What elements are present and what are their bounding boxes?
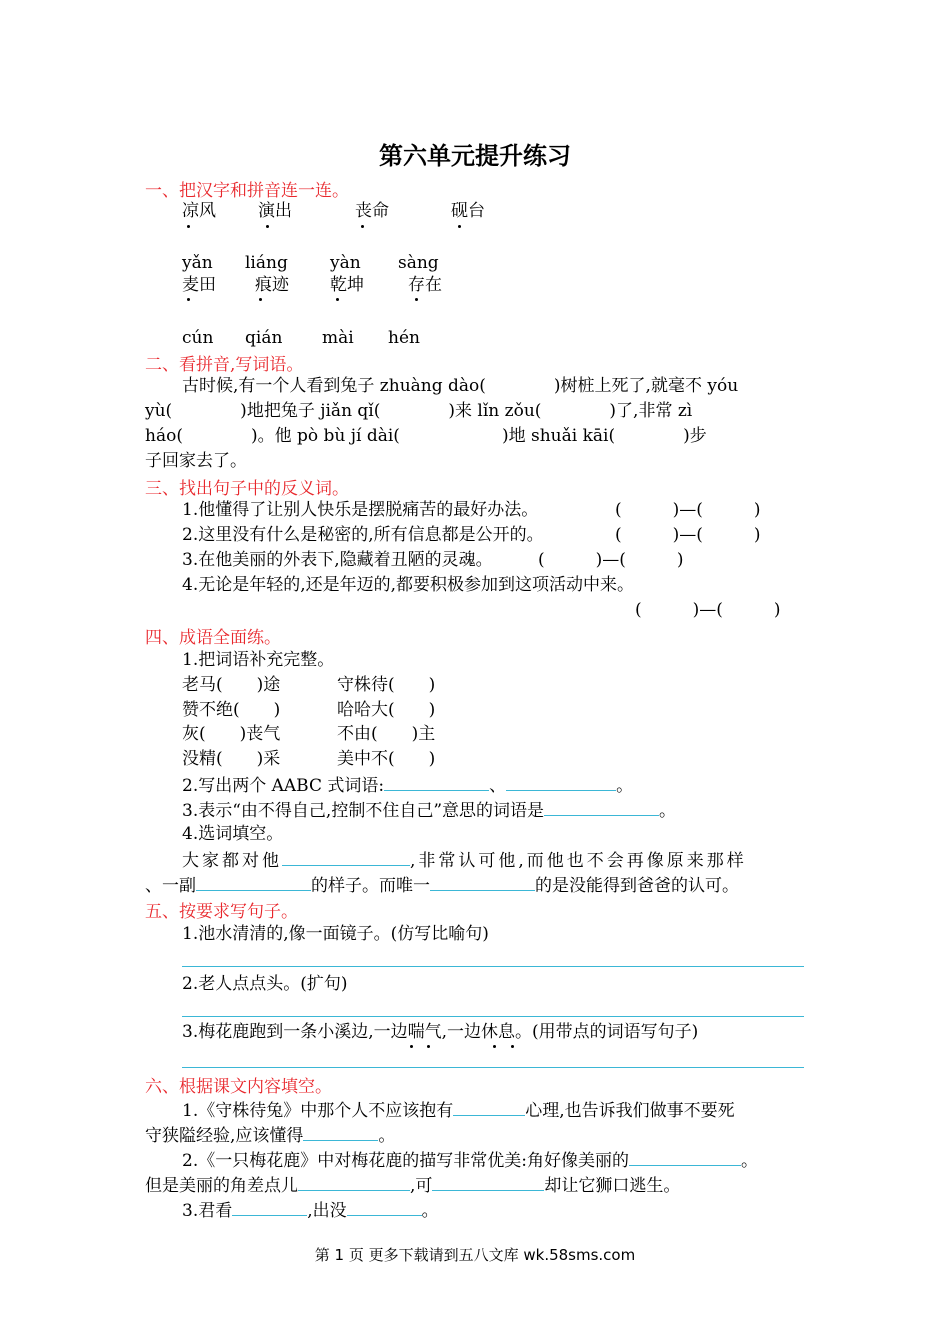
emphasis-dot xyxy=(427,1045,430,1048)
pinyin-item: qián xyxy=(245,328,283,348)
punctuation: 。 xyxy=(421,1201,439,1221)
question-item: 1.池水清清的,像一面镜子。(仿写比喻句) xyxy=(182,924,489,944)
section-1-heading: 一、把汉字和拼音连一连。 xyxy=(145,181,349,201)
pinyin-item: mài xyxy=(322,328,354,348)
answer-underline[interactable] xyxy=(453,1097,525,1116)
emphasis-dot xyxy=(410,1045,413,1048)
question-item: 4.选词填空。 xyxy=(182,824,284,844)
fill-text: 大家都对他 xyxy=(182,851,282,871)
fill-text: ,非常认可他,而他也不会再像原来那样 xyxy=(410,851,747,871)
punctuation: 。 xyxy=(740,1151,758,1171)
fill-text: 的是没能得到爸爸的认可。 xyxy=(535,876,739,896)
question-text: 2.写出两个 AABC 式词语: xyxy=(182,776,385,796)
word-item: 存在 xyxy=(408,275,442,295)
fill-text: 心理,也告诉我们做事不要死 xyxy=(525,1101,735,1121)
paragraph-line xyxy=(145,1122,395,1148)
fill-text: 但是美丽的角差点儿 xyxy=(145,1176,298,1196)
paragraph-line xyxy=(182,1147,758,1173)
punctuation: 。 xyxy=(659,801,677,821)
answer-line[interactable] xyxy=(182,966,804,967)
question-item: 3.梅花鹿跑到一条小溪边,一边喘气,一边休息。(用带点的词语写句子) xyxy=(182,1022,699,1042)
pinyin-item: cún xyxy=(182,328,214,348)
fill-text: 2.《一只梅花鹿》中对梅花鹿的描写非常优美:角好像美丽的 xyxy=(182,1151,629,1171)
section-3-heading: 三、找出句子中的反义词。 xyxy=(145,479,349,499)
answer-underline[interactable] xyxy=(232,1197,307,1216)
answer-line[interactable] xyxy=(182,1016,804,1017)
emphasis-dot xyxy=(415,298,418,301)
fill-text: 守狭隘经验,应该懂得 xyxy=(145,1126,304,1146)
answer-underline[interactable] xyxy=(629,1147,741,1166)
emphasis-dot xyxy=(336,298,339,301)
answer-blank[interactable]: ( )—( ) xyxy=(615,500,761,520)
section-4-heading: 四、成语全面练。 xyxy=(145,628,281,648)
emphasis-dot xyxy=(493,1045,496,1048)
idiom-item: 哈哈大( ) xyxy=(337,700,436,720)
idiom-item: 灰( )丧气 xyxy=(182,724,281,744)
fill-text: 却让它狮口逃生。 xyxy=(544,1176,681,1196)
pinyin-item: hén xyxy=(388,328,420,348)
paragraph-line xyxy=(145,872,739,898)
emphasis-dot xyxy=(187,298,190,301)
paragraph-line xyxy=(182,1097,735,1123)
idiom-item: 守株待( ) xyxy=(337,675,436,695)
word-item: 凉风 xyxy=(182,201,216,221)
answer-underline[interactable] xyxy=(544,797,659,816)
question-item xyxy=(182,772,633,798)
emphasis-dot xyxy=(511,1045,514,1048)
fill-text: ,可 xyxy=(410,1176,433,1196)
answer-blank[interactable]: ( )—( ) xyxy=(635,600,781,620)
idiom-item: 老马( )途 xyxy=(182,675,281,695)
pinyin-item: yǎn xyxy=(182,253,213,273)
answer-underline[interactable] xyxy=(384,772,489,791)
punctuation: 。 xyxy=(378,1126,396,1146)
answer-underline[interactable] xyxy=(506,772,616,791)
paragraph-line: 子回家去了。 xyxy=(145,451,247,471)
section-6-heading: 六、根据课文内容填空。 xyxy=(145,1077,332,1097)
word-item: 砚台 xyxy=(451,201,485,221)
paragraph-line: háo( )。他 pò bù jí dài( )地 shuǎi kāi( )步 xyxy=(145,426,707,446)
idiom-item: 不由( )主 xyxy=(337,724,436,744)
emphasis-dot xyxy=(259,298,262,301)
pinyin-item: liáng xyxy=(245,253,288,273)
fill-text: 1.《守株待兔》中那个人不应该抱有 xyxy=(182,1101,454,1121)
question-item: 3.在他美丽的外表下,隐藏着丑陋的灵魂。 xyxy=(182,550,493,570)
answer-underline[interactable] xyxy=(298,1172,410,1191)
fill-text: 、一副 xyxy=(145,876,196,896)
answer-blank[interactable]: ( )—( ) xyxy=(538,550,684,570)
pinyin-item: yàn xyxy=(330,253,361,273)
paragraph-line xyxy=(182,847,747,873)
answer-underline[interactable] xyxy=(347,1197,422,1216)
fill-text: 的样子。而唯一 xyxy=(311,876,430,896)
emphasis-dot xyxy=(187,225,190,228)
question-text: 3.表示“由不得自己,控制不住自己”意思的词语是 xyxy=(182,801,545,821)
pinyin-item: sàng xyxy=(398,253,439,273)
page-footer: 第 1 页 更多下载请到五八文库 wk.58sms.com xyxy=(314,1246,636,1264)
word-item: 丧命 xyxy=(355,201,389,221)
answer-underline[interactable] xyxy=(282,847,410,866)
answer-underline[interactable] xyxy=(196,872,311,891)
page-title: 第六单元提升练习 xyxy=(379,141,571,170)
question-item xyxy=(182,797,676,823)
paragraph-line: 古时候,有一个人看到兔子 zhuàng dào( )树桩上死了,就毫不 yóu xyxy=(182,376,739,396)
emphasis-dot xyxy=(266,225,269,228)
punctuation: 。 xyxy=(616,776,634,796)
word-item: 演出 xyxy=(258,201,292,221)
section-5-heading: 五、按要求写句子。 xyxy=(145,902,298,922)
separator: 、 xyxy=(489,776,507,796)
answer-underline[interactable] xyxy=(303,1122,378,1141)
question-item: 2.这里没有什么是秘密的,所有信息都是公开的。 xyxy=(182,525,544,545)
question-item: 2.老人点点头。(扩句) xyxy=(182,974,348,994)
word-item: 麦田 xyxy=(182,275,216,295)
paragraph-line xyxy=(182,1197,439,1223)
answer-underline[interactable] xyxy=(430,872,535,891)
fill-text: ,出没 xyxy=(307,1201,347,1221)
answer-blank[interactable]: ( )—( ) xyxy=(615,525,761,545)
fill-text: 3.君看 xyxy=(182,1201,233,1221)
question-item: 4.无论是年轻的,还是年迈的,都要积极参加到这项活动中来。 xyxy=(182,575,635,595)
word-item: 痕迹 xyxy=(255,275,289,295)
word-item: 乾坤 xyxy=(330,275,364,295)
paragraph-line: yù( )地把兔子 jiǎn qǐ( )来 lǐn zǒu( )了,非常 zì xyxy=(145,401,693,421)
answer-underline[interactable] xyxy=(432,1172,544,1191)
question-item: 1.把词语补充完整。 xyxy=(182,650,335,670)
emphasis-dot xyxy=(458,225,461,228)
idiom-item: 美中不( ) xyxy=(337,749,436,769)
idiom-item: 赞不绝( ) xyxy=(182,700,281,720)
paragraph-line xyxy=(145,1172,680,1198)
question-item: 1.他懂得了让别人快乐是摆脱痛苦的最好办法。 xyxy=(182,500,539,520)
section-2-heading: 二、看拼音,写词语。 xyxy=(145,355,304,375)
idiom-item: 没精( )采 xyxy=(182,749,281,769)
emphasis-dot xyxy=(361,225,364,228)
answer-line[interactable] xyxy=(182,1067,804,1068)
